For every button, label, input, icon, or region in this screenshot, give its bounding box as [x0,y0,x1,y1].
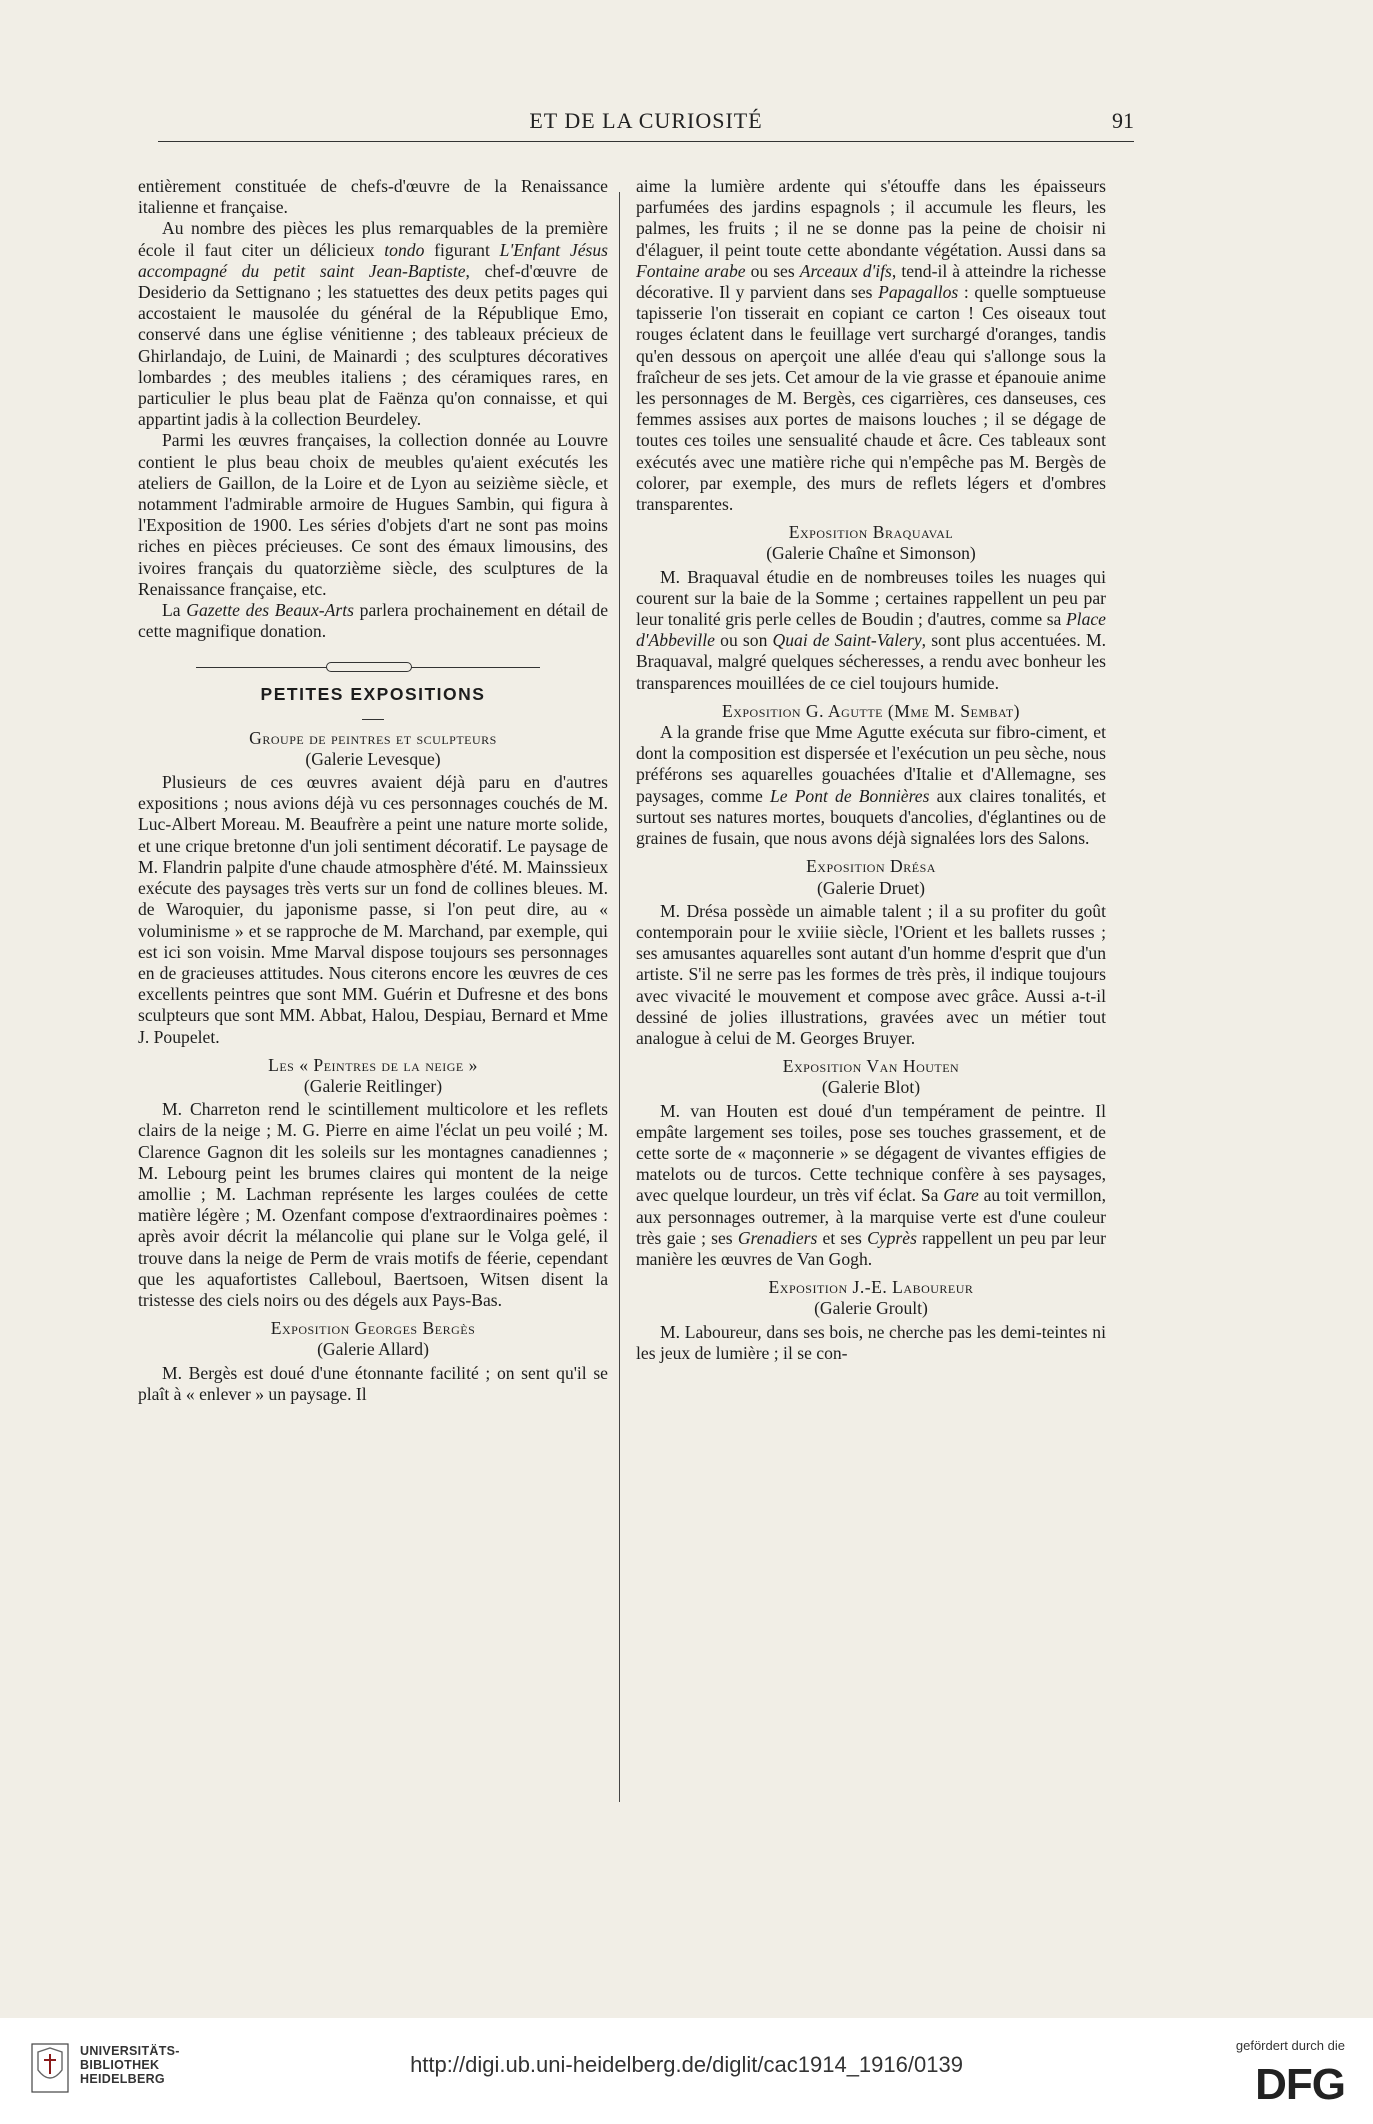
paragraph: entièrement constituée de chefs-d'œuvre de la Renaissance italienne et française. [138,176,608,218]
paragraph: Parmi les œuvres françaises, la collection donnée au Louvre contient le plus beau choix de meubles qu'aient exécutés les ateliers de Gaillon, de la Loire et de Lyon au seizième siècle, et notamment l'admirable armoire de Hugues Sambin, qui figura à l'Exposition de 1900. Les séries d'objets d'art ne sont pas moins riches en pièces précieuses. Ce sont des émaux limousins, des ivoires français du quatorzième siècle, des sculptures de la Renaissance française, etc. [138,430,608,599]
gallery-name: (Galerie Blot) [821,1077,921,1098]
paragraph: M. Drésa possède un aimable talent ; il a su profiter du goût contemporain pour le xviiie siècle, l'Orient et les ballets russes ; ses amusantes aquarelles sont autant d'un homme d'esprit que d'un artiste. S'il ne serre pas les formes de très près, il indique toujours avec vivacité le mouvement et compose avec grâce. Aussi a-t-il dessiné de jolies illustrations, gravées avec un métier tout analogue à celui de M. Georges Bruyer. [636,900,1106,1048]
paragraph: M. Charreton rend le scintillement multicolore et les reflets clairs de la neige ; M. G. Pierre en aime l'éclat un peu voilé ; M. Clarence Gagnon dit les soleils sur les montagnes canadiennes ; M. Lebourg peint les brumes claires qui montent de la neige amollie ; M. Lachman représente les larges coulées de cette matière légère ; M. Ozenfant compose d'extraordinaires poèmes : après avoir décrit la mélancolie qui plane sur le Volga gelé, il trouve dans la neige de Perm de vrais motifs de féerie, cependant que les aquafortistes Calleboul, Baertsoen, Witsen disent la tristesse des ciels noirs ou des dégels aux Pays-Bas. [138,1099,608,1310]
paragraph: M. Braquaval étudie en de nombreuses toiles les nuages qui courent sur la baie de la Somme ; certaines rappellent un peu par leur tonalité gris perle celles de Boudin ; d'autres, comme sa Place d'Abbeville ou son Quai de Saint-Valery, sont plus accentuées. M. Braquaval, malgré quelques sécheresses, a rendu avec bonheur les transparences mouillées de ce ciel toujours humide. [636,566,1106,693]
paragraph: Plusieurs de ces œuvres avaient déjà paru en d'autres expositions ; nous avions déjà vu ces personnages couchés de M. Luc-Albert Moreau. M. Beaufrère a peint une nature morte solide, et une crique bretonne d'un joli sentiment décoratif. Le paysage de M. Flandrin palpite d'une chaude atmosphère d'été. M. Mainssieux exécute des paysages très verts sur un fond de collines bleues. M. de Waroquier, du japonisme passe, si l'on peut dire, au « voluminisme » et se rapproche de M. Marchand, par exemple, qui est ici son voisin. Mme Marval dispose toujours ses personnages en de gracieuses attitudes. Nous citerons encore les œuvres de ces excellents peintres que sont MM. Guérin et Dufresne et des bons sculpteurs que sont MM. Abbat, Halou, Despiau, Bernard et Mme J. Poupelet. [138,772,608,1047]
exhibition-heading: Exposition G. Agutte (Mme M. Sembat) [721,700,1021,721]
ornament-divider [138,664,608,670]
section-title: PETITES EXPOSITIONS [260,684,486,705]
institution-name: UNIVERSITÄTS- BIBLIOTHEK HEIDELBERG [80,2044,180,2086]
running-head [158,108,1134,134]
exhibition-heading: Exposition Drésa [806,856,936,877]
column-divider [619,192,620,1802]
exhibition-heading: Exposition Van Houten [782,1056,960,1077]
paragraph: M. Laboureur, dans ses bois, ne cherche pas les demi-teintes ni les jeux de lumière ; il se con- [636,1321,1106,1363]
exhibition-heading: Exposition Braquaval [788,522,954,543]
gallery-name: (Galerie Allard) [317,1339,429,1360]
gallery-name: (Galerie Druet) [817,877,925,898]
paragraph: M. Bergès est doué d'une étonnante facilité ; on sent qu'il se plaît à « enlever » un paysage. Il [138,1362,608,1404]
running-title: ET DE LA CURIOSITÉ [529,108,763,133]
left-column [138,176,608,1405]
gallery-name: (Galerie Levesque) [305,748,441,769]
page-number: 91 [1112,108,1134,133]
exhibition-heading: Exposition J.-E. Laboureur [768,1277,974,1298]
gallery-name: (Galerie Groult) [814,1298,928,1319]
dash-divider [138,710,608,720]
gallery-name: (Galerie Chaîne et Simonson) [766,543,976,564]
funding-caption: gefördert durch die [1235,2038,1345,2053]
header-rule [158,141,1134,142]
paragraph: A la grande frise que Mme Agutte exécuta sur fibro-ciment, et dont la composition est dispersée et l'exécution un peu sèche, nous préférons ses aquarelles gouachées d'Italie et d'Allemagne, ses paysages, comme Le Pont de Bonnières aux claires tonalités, et surtout ses natures mortes, bouquets d'ancolies, d'églantines ou de graines de fusain, que nous avons déjà signalées lors des Salons. [636,722,1107,849]
exhibition-heading: Les « Peintres de la neige » [268,1054,478,1075]
exhibition-heading: Exposition Georges Bergès [270,1318,476,1339]
document-url[interactable]: http://digi.ub.uni-heidelberg.de/diglit/cac1914_1916/0139 [410,2052,963,2077]
paragraph: La Gazette des Beaux-Arts parlera prochainement en détail de cette magnifique donation. [138,600,609,642]
exhibition-heading: Groupe de peintres et sculpteurs [249,727,497,748]
paragraph: aime la lumière ardente qui s'étouffe dans les épaisseurs parfumées des jardins espagnols ; il accumule les fleurs, les palmes, les fruits ; il ne se donne pas la peine de choisir ni d'élaguer, il peint toute cette abondante végétation. Aussi dans sa Fontaine arabe ou ses Arceaux d'ifs, tend-il à atteindre la richesse décorative. Il y parvient dans ses Papagallos : quelle somptueuse tapisserie l'on tisserait en copiant ce carton ! Ces oiseaux tout rouges éclatent dans le feuillage vert surchargé d'oranges, tandis qu'en dessous on aperçoit une allée d'eau qui s'allonge sous la fraîcheur de ses jets. Cet amour de la vie grasse et épanouie anime les personnages de M. Bergès, ces cigarrières, ces danseuses, ces femmes assises aux portes de maisons louches ; il se dégage de toutes ces toiles une sensualité chaude et âcre. Ces tableaux sont exécutés avec une matière riche qui n'empêche pas M. Bergès de colorer, par exemple, des murs de reflets légers et d'ombres transparentes. [636,176,1107,515]
paragraph: Au nombre des pièces les plus remarquables de la première école il faut citer un délicieux tondo figurant L'Enfant Jésus accompagné du petit saint Jean-Baptiste, chef-d'œuvre de Desiderio da Settignano ; les statuettes des deux petits pages qui accostaient le mausolée du général de la République Emo, conservé dans une église vénitienne ; des tableaux précieux de Ghirlandajo, de Luini, de Mainardi ; des sculptures décoratives lombardes ; des meubles italiens ; des céramiques rares, en particulier le plus beau plat de Faënza qu'on connaisse, et qui appartint jadis à la collection Beurdeley. [138,218,609,430]
gallery-name: (Galerie Reitlinger) [303,1075,443,1096]
dfg-logo: DFG [1255,2060,1345,2109]
right-column [636,176,1106,1364]
paragraph: M. van Houten est doué d'un tempérament de peintre. Il empâte largement ses toiles, pose ses touches grassement, et de cette sorte de « maçonnerie » se dégagent de vivantes effigies de matelots ou de turcos. Cette technique confère à ses paysages, avec quelque lourdeur, un très vif éclat. Sa Gare au toit vermillon, aux personnages outremer, à la marquise verte est d'une couleur très gaie ; ses Grenadiers et ses Cyprès rappellent un peu par leur manière les œuvres de Van Gogh. [636,1100,1107,1269]
